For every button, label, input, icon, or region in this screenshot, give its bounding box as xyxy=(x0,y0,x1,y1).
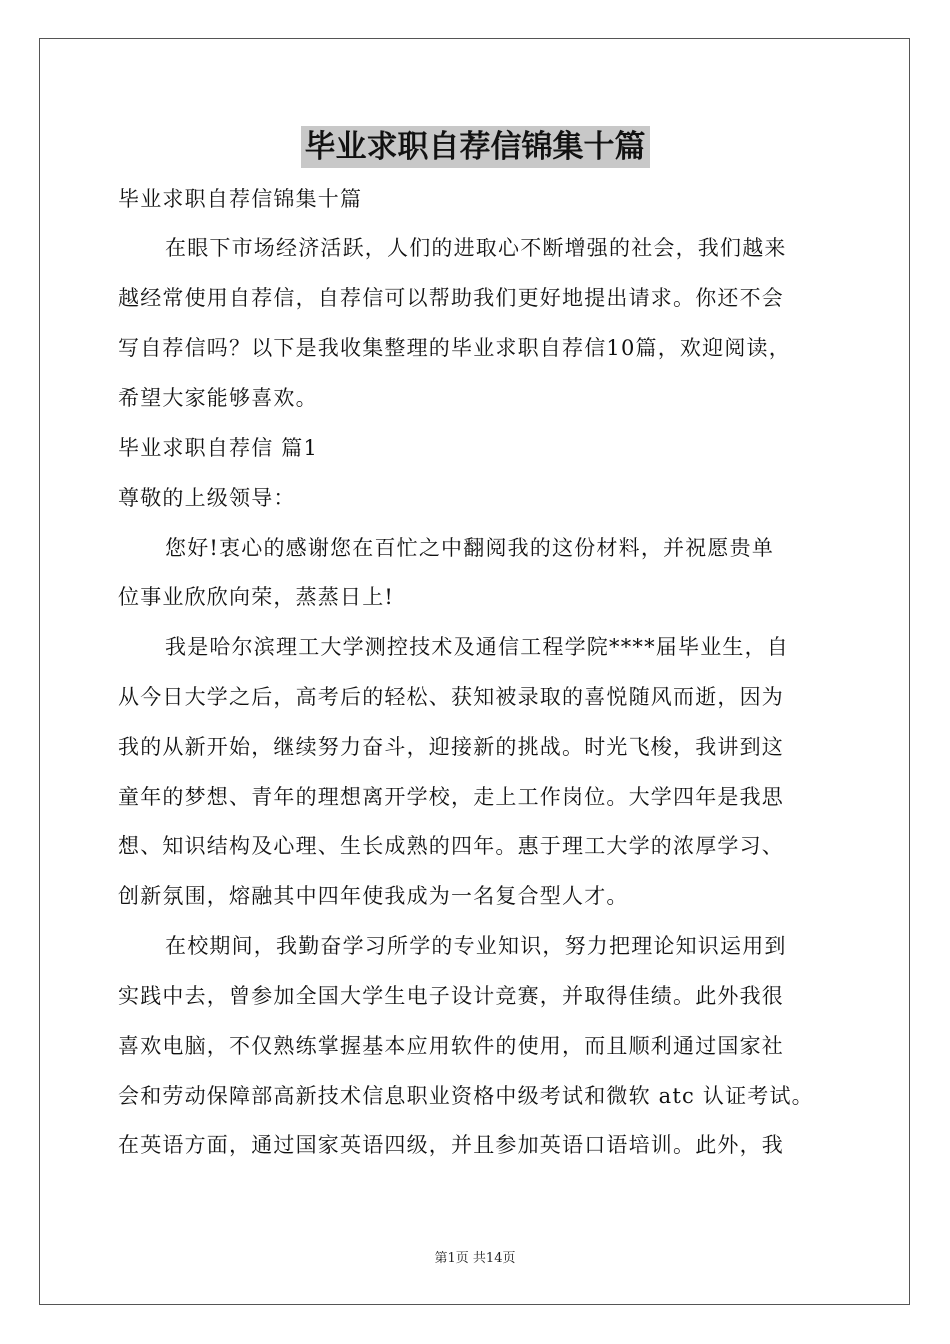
body-line: 在校期间，我勤奋学习所学的专业知识，努力把理论知识运用到 xyxy=(165,934,787,958)
body-line: 在英语方面，通过国家英语四级，并且参加英语口语培训。此外，我 xyxy=(118,1133,784,1157)
page-frame xyxy=(39,38,910,1305)
document-title-wrap xyxy=(0,126,950,168)
body-line: 写自荐信吗？以下是我收集整理的毕业求职自荐信10篇，欢迎阅读， xyxy=(118,336,791,360)
section-heading: 毕业求职自荐信 篇1 xyxy=(118,436,319,460)
page-footer: 第1页 共14页 xyxy=(434,1251,516,1266)
body-line: 越经常使用自荐信，自荐信可以帮助我们更好地提出请求。你还不会 xyxy=(118,286,784,310)
body-line: 想、知识结构及心理、生长成熟的四年。惠于理工大学的浓厚学习、 xyxy=(118,834,784,858)
document-title: 毕业求职自荐信锦集十篇 xyxy=(301,126,650,168)
body-line: 您好!衷心的感谢您在百忙之中翻阅我的这份材料，并祝愿贵单 xyxy=(165,536,775,560)
subtitle-line: 毕业求职自荐信锦集十篇 xyxy=(118,187,363,211)
salutation: 尊敬的上级领导： xyxy=(118,486,296,510)
body-line: 实践中去，曾参加全国大学生电子设计竞赛，并取得佳绩。此外我很 xyxy=(118,984,784,1008)
body-line: 在眼下市场经济活跃，人们的进取心不断增强的社会，我们越来 xyxy=(165,236,787,260)
body-line: 我的从新开始，继续努力奋斗，迎接新的挑战。时光飞梭，我讲到这 xyxy=(118,735,784,759)
body-line: 童年的梦想、青年的理想离开学校，走上工作岗位。大学四年是我思 xyxy=(118,785,784,809)
body-line: 喜欢电脑，不仅熟练掌握基本应用软件的使用，而且顺利通过国家社 xyxy=(118,1034,784,1058)
body-line: 我是哈尔滨理工大学测控技术及通信工程学院****届毕业生，自 xyxy=(165,635,789,659)
body-line: 希望大家能够喜欢。 xyxy=(118,386,318,410)
body-line: 会和劳动保障部高新技术信息职业资格中级考试和微软 atc 认证考试。 xyxy=(118,1084,814,1108)
body-line: 从今日大学之后，高考后的轻松、获知被录取的喜悦随风而逝，因为 xyxy=(118,685,784,709)
body-line: 创新氛围，熔融其中四年使我成为一名复合型人才。 xyxy=(118,884,629,908)
body-line: 位事业欣欣向荣，蒸蒸日上! xyxy=(118,585,395,609)
